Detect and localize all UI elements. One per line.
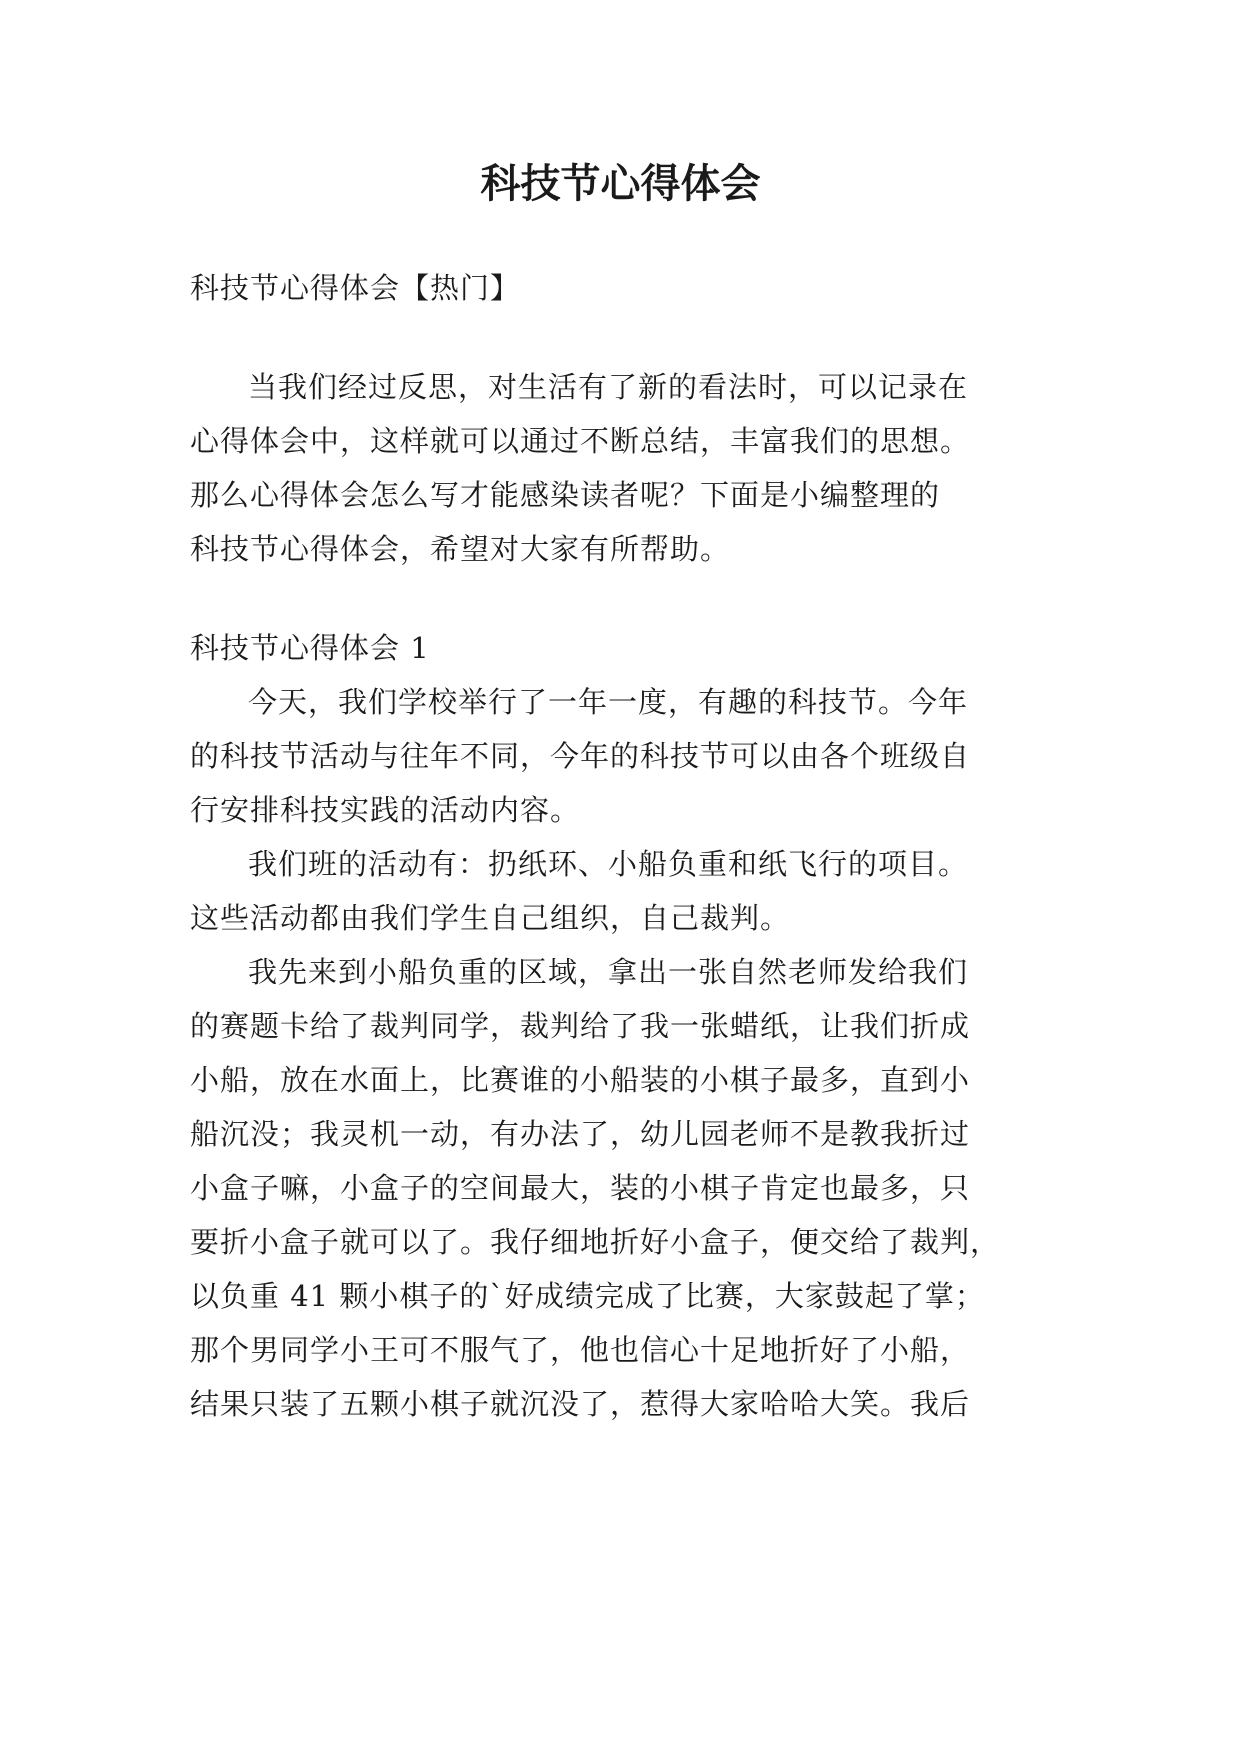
paragraph-line: 行安排科技实践的活动内容。	[190, 793, 581, 827]
paragraph-line: 船沉没；我灵机一动，有办法了，幼儿园老师不是教我折过	[190, 1117, 971, 1151]
paragraph-line: 的赛题卡给了裁判同学，裁判给了我一张蜡纸，让我们折成	[190, 1009, 971, 1043]
paragraph-line: 我们班的活动有：扔纸环、小船负重和纸飞行的项目。	[248, 847, 969, 881]
paragraph-line: 以负重 41 颗小棋子的`好成绩完成了比赛，大家鼓起了掌；	[190, 1279, 985, 1313]
paragraph-line: 我先来到小船负重的区域，拿出一张自然老师发给我们	[248, 955, 969, 989]
paragraph-line: 的科技节活动与往年不同，今年的科技节可以由各个班级自	[190, 739, 971, 773]
intro-line: 当我们经过反思，对生活有了新的看法时，可以记录在	[248, 370, 969, 404]
intro-line: 科技节心得体会，希望对大家有所帮助。	[190, 532, 731, 566]
intro-line: 心得体会中，这样就可以通过不断总结，丰富我们的思想。	[190, 424, 971, 458]
paragraph-line: 小盒子嘛，小盒子的空间最大，装的小棋子肯定也最多，只	[190, 1171, 971, 1205]
paragraph-line: 那个男同学小王可不服气了，他也信心十足地折好了小船，	[190, 1333, 971, 1367]
paragraph-line: 结果只装了五颗小棋子就沉没了，惹得大家哈哈大笑。我后	[190, 1387, 971, 1421]
paragraph-line: 今天，我们学校举行了一年一度，有趣的科技节。今年	[248, 685, 969, 719]
section-heading: 科技节心得体会 1	[190, 631, 430, 665]
paragraph-line: 这些活动都由我们学生自己组织，自己裁判。	[190, 901, 791, 935]
intro-line: 那么心得体会怎么写才能感染读者呢？下面是小编整理的	[190, 478, 941, 512]
paragraph-line: 要折小盒子就可以了。我仔细地折好小盒子，便交给了裁判，	[190, 1225, 1001, 1259]
document-title: 科技节心得体会	[480, 160, 761, 207]
document-subtitle: 科技节心得体会【热门】	[190, 271, 521, 305]
paragraph-line: 小船，放在水面上，比赛谁的小船装的小棋子最多，直到小	[190, 1063, 971, 1097]
